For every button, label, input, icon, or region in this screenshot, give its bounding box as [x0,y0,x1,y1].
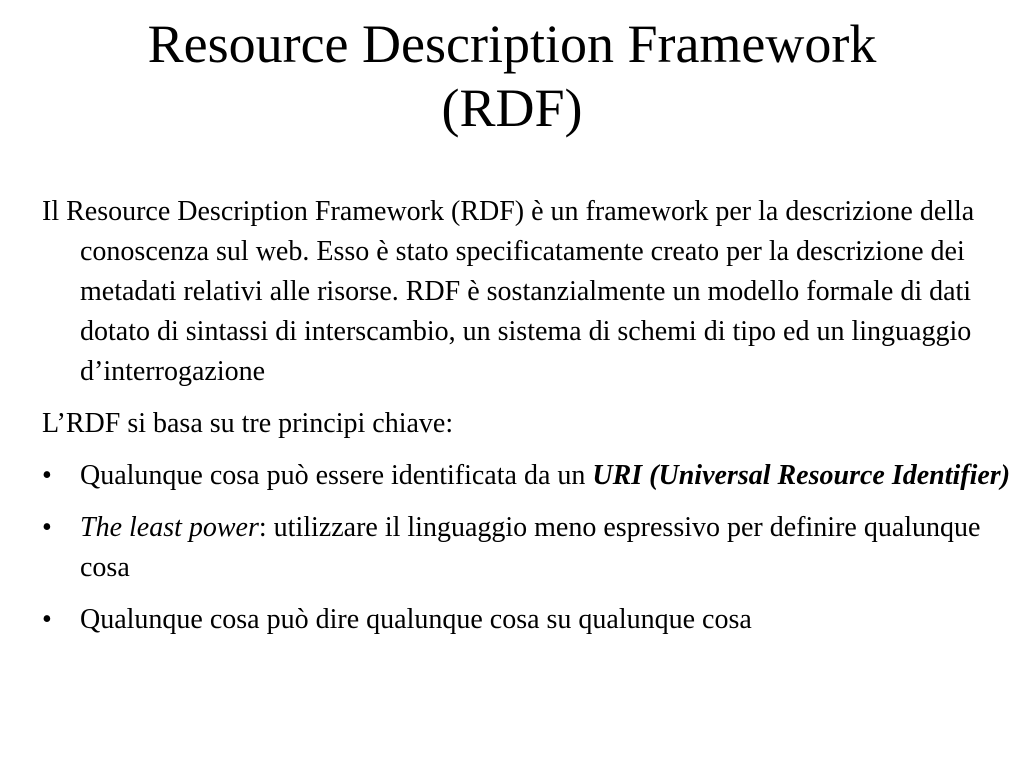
bullet-item-least-power [42,508,1014,588]
principles-intro: L’RDF si basa su tre principi chiave: [42,408,454,439]
bullet-emphasis-uri: URI (Universal Resource Identifier) [592,460,1011,491]
bullet-emphasis-least-power: The least power [80,512,259,543]
slide-title [40,12,984,140]
bullet-icon: • [42,460,52,491]
bullet-item-anything [42,600,1014,640]
bullet-icon: • [42,512,52,543]
bullet-icon: • [42,604,52,635]
slide-body [42,192,1014,652]
intro-paragraph: Il Resource Description Framework (RDF) è un framework per la descrizione della conoscenza sul web. Esso è stato specificatamente creato per la descrizione dei metadati relativi alle risorse. RDF è sostanzialmente un modello formale di dati dotato di sintassi di interscambio, un sistema di schemi di tipo ed un linguaggio d’interrogazione [42,196,975,387]
slide-title-line-2: (RDF) [441,78,583,138]
bullet-item-uri [42,456,1014,496]
bullet-text: Qualunque cosa può essere identificata da un [80,460,593,491]
bullet-text: Qualunque cosa può dire qualunque cosa su qualunque cosa [80,604,752,635]
bullet-text: : utilizzare il linguaggio meno espressivo per definire qualunque cosa [80,512,981,583]
slide-title-line-1: Resource Description Framework [147,14,877,74]
